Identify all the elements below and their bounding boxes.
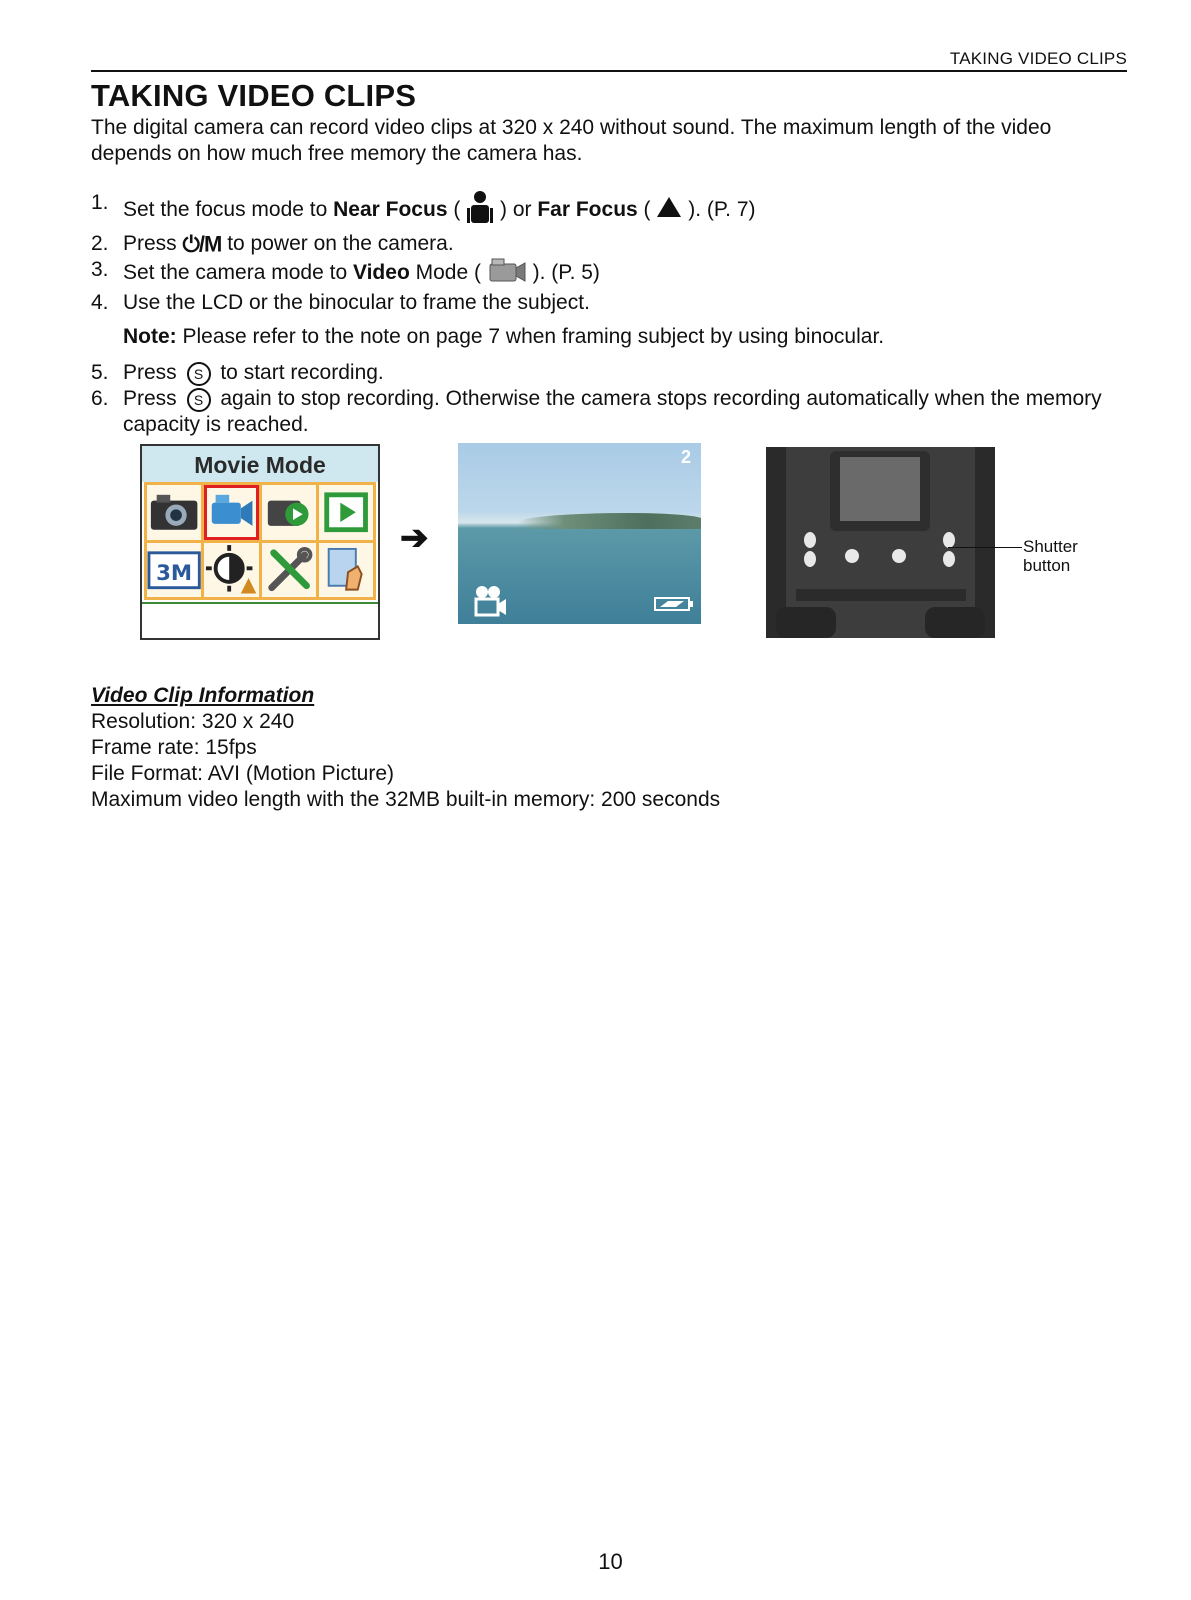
info-max-length: Maximum video length with the 32MB built-in memory: 200 seconds <box>91 788 721 811</box>
step-3: 3. Set the camera mode to Video Mode ( ). (P. 5) <box>91 257 1131 290</box>
camera-icon <box>147 485 201 540</box>
svg-text:3M: 3M <box>156 560 193 586</box>
video-clip-info <box>91 683 720 813</box>
movie-mode-menu-figure <box>140 444 380 640</box>
info-file-format: File Format: AVI (Motion Picture) <box>91 762 395 785</box>
movie-playback-icon <box>262 485 316 540</box>
delete-icon <box>319 543 373 598</box>
intro-paragraph: The digital camera can record video clips at 320 x 240 without sound. The maximum length of the video depends on how much free memory the camera has. <box>91 116 1052 165</box>
far-focus-icon <box>656 196 682 225</box>
shutter-button-icon: S <box>187 362 211 386</box>
step-4: 4. Use the LCD or the binocular to frame the subject. <box>91 291 590 315</box>
info-heading: Video Clip Information <box>91 684 315 707</box>
binocular-figure <box>766 447 995 638</box>
step-6: 6. Press S again to stop recording. Otherwise the camera stops recording automatically when the memory capacity is reached. <box>91 387 1102 437</box>
menu-title: Movie Mode <box>142 446 378 482</box>
exposure-icon <box>204 543 258 598</box>
info-frame-rate: Frame rate: 15fps <box>91 736 257 759</box>
step-2: 2. Press ⏻/M to power on the camera. <box>91 231 454 257</box>
page-title: TAKING VIDEO CLIPS <box>91 78 417 113</box>
shutter-button-icon: S <box>187 388 211 412</box>
movie-camera-icon <box>474 585 508 622</box>
near-focus-icon <box>466 190 494 231</box>
header-rule <box>91 70 1127 72</box>
video-mode-icon <box>487 257 527 290</box>
arrow-icon: ➔ <box>400 519 429 557</box>
info-resolution: Resolution: 320 x 240 <box>91 710 295 733</box>
shoreline <box>518 513 701 529</box>
menu-bottom-bar <box>142 602 378 604</box>
steps-list <box>91 190 1131 438</box>
note: Note: Please refer to the note on page 7 when framing subject by using binocular. <box>123 325 885 349</box>
clip-count: 2 <box>680 447 691 467</box>
page-number: 10 <box>598 1549 623 1574</box>
lcd-preview-figure <box>458 443 701 624</box>
step-5: 5. Press S to start recording. <box>91 361 384 385</box>
callout-line <box>948 547 1022 548</box>
playback-icon <box>319 485 373 540</box>
setup-tools-icon <box>262 543 316 598</box>
resolution-icon <box>147 543 201 598</box>
step-number: 1. <box>91 191 109 214</box>
menu-grid <box>144 482 376 600</box>
video-camera-icon <box>204 485 258 540</box>
step-1: 1. Set the focus mode to Near Focus ( ) or Far Focus ( ). (P. 7) <box>91 190 1131 231</box>
battery-icon <box>654 596 694 617</box>
shutter-button-callout: Shutter button <box>1023 537 1078 575</box>
power-mode-icon: ⏻/M <box>182 231 222 257</box>
running-header: TAKING VIDEO CLIPS <box>949 49 1127 68</box>
